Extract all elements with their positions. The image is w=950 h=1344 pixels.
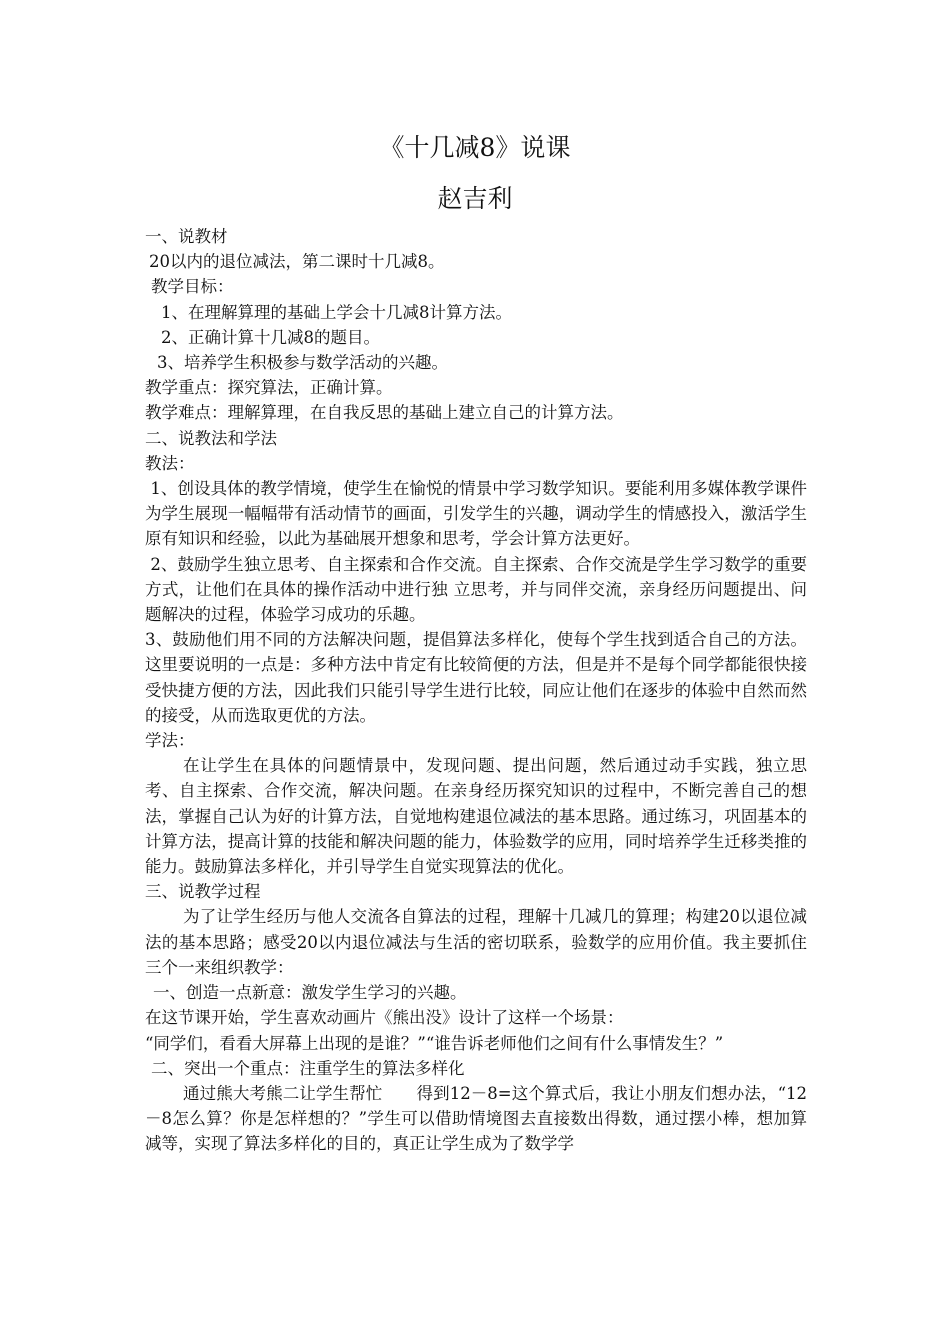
section-heading-2: 二、说教法和学法 [145, 428, 277, 448]
paragraph: 20以内的退位减法，第二课时十几减8。 [149, 252, 445, 272]
section-heading-1: 一、说教材 [145, 227, 228, 246]
document-title: 《十几减8》说课 [379, 133, 571, 162]
method-item [145, 552, 807, 628]
paragraph-part: 通过熊大考熊二让学生帮忙 [183, 1083, 383, 1103]
key-point: 教学重点：探究算法，正确计算。 [145, 378, 393, 398]
paragraph: 为了让学生经历与他人交流各自算法的过程，理解十几减几的算理；构建20以退位减法的基本思路；感受20以内退位减法与生活的密切联系，验数学的应用价值。我主要抓住三个一来组织教学： [145, 907, 807, 977]
goal-item: 1、在理解算理的基础上学会十几减8计算方法。 [161, 302, 512, 322]
goal-item: 2、正确计算十几减8的题目。 [161, 327, 380, 347]
method-item-text: 2、鼓励学生独立思考、自主探索和合作交流。自主探索、合作交流是学生学习数学的重要方式，让他们在具体的操作活动中进行独 立思考，并与同伴交流，亲身经历问题提出、问题解决的过程，体验学习成功的乐趣。 [145, 554, 808, 625]
quote: “同学们，看看大屏幕上出现的是谁？”“谁告诉老师他们之间有什么事情发生？” [145, 1033, 724, 1053]
subsection-heading: 一、创造一点新意：激发学生学习的兴趣。 [153, 983, 467, 1003]
document-body [145, 224, 807, 1157]
learn-label: 学法： [145, 731, 195, 751]
paragraph: 在让学生在具体的问题情景中，发现问题、提出问题，然后通过动手实践，独立思考、自主探索、合作交流，解决问题。在亲身经历探究知识的过程中，不断完善自己的想法，掌握自己认为好的计算方法，自觉地构建退位减法的基本思路。通过练习，巩固基本的计算方法，提高计算的技能和解决问题的能力，体验数学的应用，同时培养学生迁移类推的能力。鼓励算法多样化，并引导学生自觉实现算法的优化。 [145, 756, 807, 877]
subsection-heading: 二、突出一个重点：注重学生的算法多样化 [151, 1058, 465, 1078]
section-heading-3: 三、说教学过程 [145, 882, 261, 902]
method-item [145, 476, 807, 552]
goals-label: 教学目标： [151, 277, 234, 297]
method-label: 教法： [145, 453, 195, 473]
goal-item: 3、培养学生积极参与数学活动的兴趣。 [157, 353, 448, 373]
method-item-text: 1、创设具体的教学情境，使学生在愉悦的情景中学习数学知识。要能利用多媒体教学课件为学生展现一幅幅带有活动情节的画面，引发学生的兴趣，调动学生的情感投入，激活学生原有知识和经验，以此为基础展开想象和思考，学会计算方法更好。 [145, 479, 808, 549]
author-name: 赵吉利 [437, 184, 513, 213]
paragraph-part: 得到12－8=这个算式后，我让小朋友们想办法，“12－8怎么算？你是怎样想的？”学生可以借助情境图去直接数出得数，通过摆小棒，想加算减等，实现了算法多样化的目的，真正让学生成为了数学学 [145, 1083, 807, 1154]
method-item: 3、鼓励他们用不同的方法解决问题，提倡算法多样化，使每个学生找到适合自己的方法。这里要说明的一点是：多种方法中肯定有比较简便的方法，但是并不是每个同学都能很快接受快捷方便的方法，因此我们只能引导学生进行比较，同应让他们在逐步的体验中自然而然的接受，从而选取更优的方法。 [145, 630, 807, 725]
paragraph [145, 1081, 807, 1157]
difficulty-point: 教学难点：理解算理，在自我反思的基础上建立自己的计算方法。 [145, 403, 624, 423]
paragraph: 在这节课开始，学生喜欢动画片《熊出没》设计了这样一个场景： [145, 1008, 624, 1028]
